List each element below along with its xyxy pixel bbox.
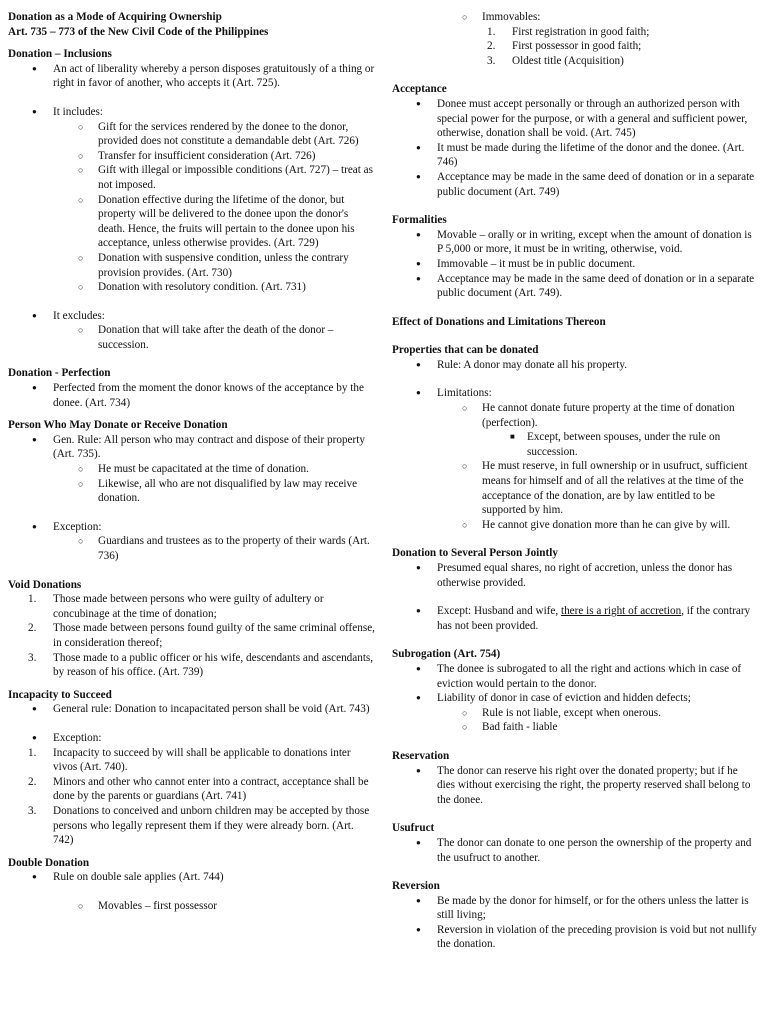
list-item: ● Limitations: <box>392 386 758 401</box>
doc-title: Donation as a Mode of Acquiring Ownership <box>8 11 222 23</box>
list-item: ● Movable – orally or in writing, except when the amount of donation is P 5,000 or more, it must be in writing, otherwise, void. <box>392 228 758 257</box>
list-item: 3. Donations to conceived and unborn children may be accepted by those persons who legally represent them if they were already born. (Art. 742) <box>28 804 370 847</box>
perfection-heading: Donation - Perfection <box>8 367 111 380</box>
list-item: ○ He cannot donate future property at the time of donation (perfection). <box>392 401 758 430</box>
list-item: ● Acceptance may be made in the same deed of donation or in a separate public document (Art. 749). <box>392 272 758 301</box>
left-column <box>8 10 376 913</box>
usufruct-list <box>392 836 758 865</box>
acceptance-list <box>392 97 758 199</box>
formalities-list <box>392 228 758 301</box>
list-item: ● Exception: <box>8 520 376 535</box>
perfection-list <box>8 381 376 410</box>
list-item: ○ Gift with illegal or impossible conditions (Art. 727) – treat as not imposed. <box>8 163 376 192</box>
void-list <box>8 592 376 680</box>
list-item: ● Immovable – it must be in public document. <box>392 257 758 272</box>
list-item: 3. Those made to a public officer or his wife, descendants and ascendants, by reason of his office. (Art. 739) <box>28 651 374 679</box>
list-item: 2. Minors and other who cannot enter into a contract, acceptance shall be done by the parents or guardians (Art. 741) <box>28 775 369 803</box>
incapacity-heading: Incapacity to Succeed <box>8 688 112 701</box>
list-item: ● Rule on double sale applies (Art. 744) <box>8 870 376 885</box>
list-item: ○ Donation with suspensive condition, unless the contrary provision provides. (Art. 730) <box>8 251 376 280</box>
list-item: 1. First registration in good faith; <box>487 25 650 38</box>
jointly-list <box>392 561 758 590</box>
subrogation-heading: Subrogation (Art. 754) <box>392 648 501 661</box>
list-item: ○ Movables – first possessor <box>8 899 376 914</box>
list-item: ● Exception: <box>8 731 376 746</box>
properties-list <box>392 358 758 373</box>
list-item: ● Rule: A donor may donate all his property. <box>392 358 758 373</box>
list-item: ○ Rule is not liable, except when onerous. <box>392 706 758 721</box>
list-item: ○ Bad faith - liable <box>392 720 758 735</box>
list-item: ■ Except, between spouses, under the rule on succession. <box>392 430 758 459</box>
list-item: ● Reversion in violation of the preceding provision is void but not nullify the donation. <box>392 923 758 952</box>
list-item: 1. Incapacity to succeed by will shall be applicable to donations inter vivos (Art. 740). <box>28 746 351 774</box>
properties-heading: Properties that can be donated <box>392 344 539 357</box>
list-item: ● Liability of donor in case of eviction and hidden defects; <box>392 691 758 706</box>
list-item: ● It must be made during the lifetime of the donor and the donee. (Art. 746) <box>392 141 758 170</box>
list-item: ○ Likewise, all who are not disqualified by law may receive donation. <box>8 477 376 506</box>
list-item: ● Gen. Rule: All person who may contract and dispose of their property (Art. 735). <box>8 433 376 462</box>
who-heading: Person Who May Donate or Receive Donation <box>8 419 228 432</box>
who-exception-list <box>8 520 376 564</box>
list-item: ○ He must reserve, in full ownership or in usufruct, sufficient means for himself and of all the relatives at the time of the acceptance of the donation, are by law entitled to be supported by him. <box>392 459 758 517</box>
inclusions-heading: Donation – Inclusions <box>8 48 112 61</box>
right-column <box>392 10 758 952</box>
double-immovables <box>392 10 758 25</box>
inclusions-list <box>8 62 376 91</box>
list-item: ● Except: Husband and wife, there is a right of accretion, if the contrary has not been provided. <box>392 604 758 633</box>
list-item: 2. First possessor in good faith; <box>487 40 642 53</box>
list-item: ○ Immovables: <box>392 10 758 25</box>
double-movables <box>8 899 376 914</box>
list-item: ● Donee must accept personally or through an authorized person with special power for the purpose, or with a general and sufficient power, otherwise, donation shall be void. (Art. 745) <box>392 97 758 141</box>
list-item: ○ Donation with resolutory condition. (Art. 731) <box>8 280 376 295</box>
list-item: ● Presumed equal shares, no right of accretion, unless the donor has otherwise provided. <box>392 561 758 590</box>
list-item: ● Perfected from the moment the donor knows of the acceptance by the donee. (Art. 734) <box>8 381 376 410</box>
list-item: ○ He must be capacitated at the time of donation. <box>8 462 376 477</box>
includes-list <box>8 105 376 295</box>
double-list <box>8 870 376 885</box>
list-item: ● Acceptance may be made in the same deed of donation or in a separate public document (Art. 749) <box>392 170 758 199</box>
effect-heading: Effect of Donations and Limitations Thereon <box>392 315 606 328</box>
doc-subtitle: Art. 735 – 773 of the New Civil Code of the Philippines <box>8 25 269 38</box>
list-item: 3. Oldest title (Acquisition) <box>487 54 624 67</box>
subrogation-list <box>392 662 758 735</box>
list-item: 2. Those made between persons found guilty of the same criminal offense, in consideration thereof; <box>28 622 375 649</box>
list-item: ● The donor can reserve his right over the donated property; but if he dies without exercising the right, the property reserved shall belong to the donee. <box>392 764 758 808</box>
reservation-list <box>392 764 758 808</box>
list-item: ○ Donation effective during the lifetime of the donor, but property will be delivered to the donee upon the donor's death. Hence, the fruits will pertain to the donee upon his acceptance, unless otherwise provides. (Art. 729) <box>8 193 376 251</box>
excludes-list <box>8 309 376 353</box>
who-list <box>8 433 376 506</box>
list-item: ● The donee is subrogated to all the right and actions which in case of eviction would pertain to the donor. <box>392 662 758 691</box>
list-item: ○ Transfer for insufficient consideration (Art. 726) <box>8 149 376 164</box>
list-item: ● General rule: Donation to incapacitated person shall be void (Art. 743) <box>8 702 376 717</box>
list-item: ● Be made by the donor for himself, or for the others unless the latter is still living; <box>392 894 758 923</box>
jointly-heading: Donation to Several Person Jointly <box>392 547 558 560</box>
list-item: 1. Those made between persons who were guilty of adultery or concubinage at the time of donation; <box>28 593 324 620</box>
reversion-list <box>392 894 758 952</box>
list-item: ● It excludes: <box>8 309 376 324</box>
incapacity-list <box>8 702 376 717</box>
reservation-heading: Reservation <box>392 749 450 762</box>
list-item: ● The donor can donate to one person the ownership of the property and the usufruct to another. <box>392 836 758 865</box>
immovables-list <box>392 25 758 69</box>
usufruct-heading: Usufruct <box>392 822 435 835</box>
list-item: ● An act of liberality whereby a person disposes gratuitously of a thing or right in favor of another, who accepts it (Art. 725). <box>8 62 376 91</box>
list-item: ○ Guardians and trustees as to the property of their wards (Art. 736) <box>8 534 376 563</box>
list-item: ○ Gift for the services rendered by the donee to the donor, provided does not constitute a demandable debt (Art. 726) <box>8 120 376 149</box>
double-heading: Double Donation <box>8 856 90 869</box>
underlined-text: there is a right of accretion <box>560 605 682 618</box>
incapacity-items <box>8 746 376 848</box>
jointly-except <box>392 604 758 633</box>
reversion-heading: Reversion <box>392 880 440 893</box>
void-heading: Void Donations <box>8 578 82 591</box>
formalities-heading: Formalities <box>392 214 447 227</box>
list-item: ○ Donation that will take after the death of the donor – succession. <box>8 323 376 352</box>
acceptance-heading: Acceptance <box>392 83 447 96</box>
list-item: ○ He cannot give donation more than he can give by will. <box>392 518 758 533</box>
incapacity-exception <box>8 731 376 746</box>
limitations-list <box>392 386 758 532</box>
list-item: ● It includes: <box>8 105 376 120</box>
